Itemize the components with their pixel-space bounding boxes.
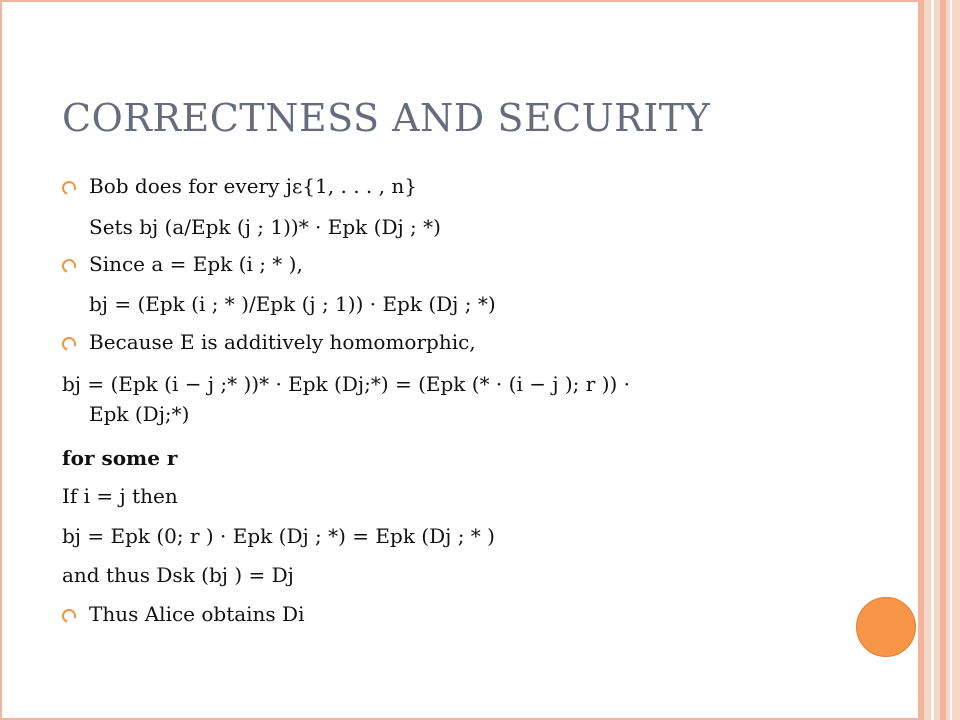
decorative-stripe-band xyxy=(918,0,960,720)
content-line: If i = j then xyxy=(62,484,178,508)
content-line: bj = (Epk (i ; * )/Epk (j ; 1)) · Epk (Dj ; *) xyxy=(89,292,496,316)
slide-title: CORRECTNESS AND SECURITY xyxy=(62,96,711,140)
slide-border-left xyxy=(0,0,2,720)
content-line: and thus Dsk (bj ) = Dj xyxy=(62,563,294,587)
decorative-circle xyxy=(856,597,916,657)
content-line: Bob does for every jε{1, . . . , n} xyxy=(89,174,417,198)
content-line: bj = (Epk (i − j ;* ))* · Epk (Dj;*) = (Epk (* · (i − j ); r )) · xyxy=(62,372,631,396)
content-line: Since a = Epk (i ; * ), xyxy=(89,252,303,276)
content-line-emphasis: for some r xyxy=(62,446,178,470)
decorative-stripe xyxy=(950,0,952,720)
decorative-stripe xyxy=(931,0,934,720)
content-line: Because E is additively homomorphic, xyxy=(89,330,476,354)
content-line: bj = Epk (0; r ) · Epk (Dj ; *) = Epk (Dj ; * ) xyxy=(62,524,495,548)
content-line: Epk (Dj;*) xyxy=(89,402,190,426)
content-line: Sets bj (a/Epk (j ; 1))* · Epk (Dj ; *) xyxy=(89,215,441,239)
decorative-stripe xyxy=(940,0,946,720)
content-line: Thus Alice obtains Di xyxy=(89,602,305,626)
slide-border-top xyxy=(0,0,930,2)
decorative-stripe xyxy=(918,0,924,720)
